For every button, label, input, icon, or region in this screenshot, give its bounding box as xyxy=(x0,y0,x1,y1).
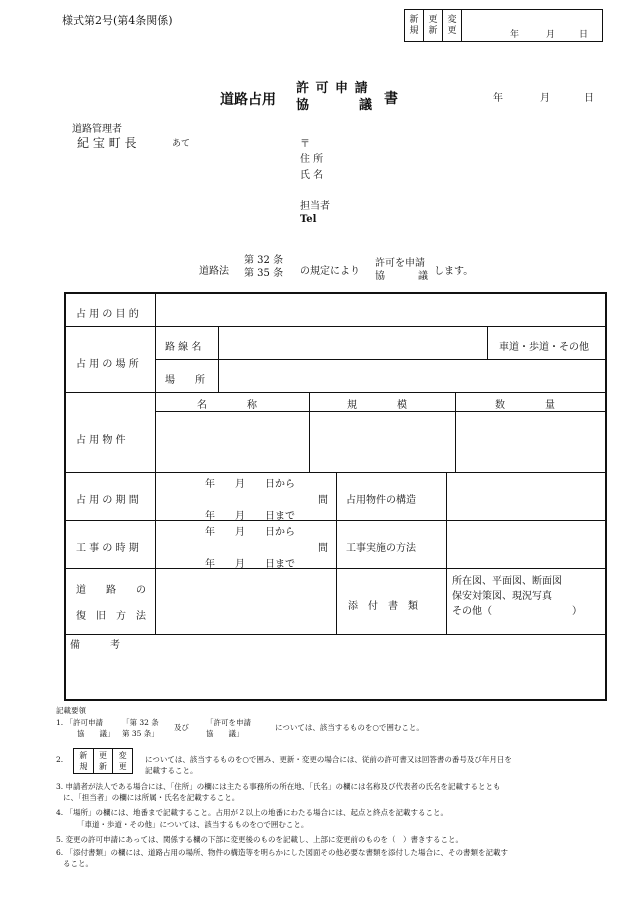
title-option-consult-b: 議 xyxy=(359,98,373,113)
recipient-org: 道路管理者 xyxy=(72,124,122,135)
work-method-label: 工事実施の方法 xyxy=(346,543,416,554)
status-renew-top: 更 xyxy=(428,14,438,25)
note2-box-change-top: 変 xyxy=(118,751,127,760)
note1-and: 及び xyxy=(174,723,189,732)
note2-box-renew-top: 更 xyxy=(99,751,107,760)
structure-label: 占用物件の構造 xyxy=(346,495,416,506)
note1-pre: 1. 「許可申請 xyxy=(56,718,104,727)
title-date-month: 月 xyxy=(540,93,550,104)
note1-d2: 協 議」 xyxy=(206,729,244,738)
status-date-day: 日 xyxy=(579,30,589,40)
title-date-day: 日 xyxy=(584,93,594,104)
applicant-postal: 〒 xyxy=(300,139,310,150)
purpose-label: 占 用 の 目 的 xyxy=(76,309,139,320)
status-date-year: 年 xyxy=(510,30,520,40)
applicant-tel[interactable]: Tel xyxy=(300,214,317,225)
note2-text2: 記載すること。 xyxy=(145,766,198,775)
note1-c2: 第 35 条」 xyxy=(122,729,159,738)
note1-post: については、該当するものを○で囲むこと。 xyxy=(275,723,424,732)
period-from[interactable]: 年 月 日から xyxy=(205,479,295,490)
purpose-field[interactable] xyxy=(156,293,606,326)
place-label: 占 用 の 場 所 xyxy=(76,359,139,370)
col-qty-header: 数 量 xyxy=(495,400,555,411)
title-date-year: 年 xyxy=(493,93,503,104)
note2-text: については、該当するものを○で囲み、更新・変更の場合には、従前の許可書又は回答書の番号及び年月日を xyxy=(145,755,512,764)
recipient-suffix: あて xyxy=(172,139,191,149)
status-change-bottom: 更 xyxy=(447,25,457,36)
restore-label-2: 復 旧 方 法 xyxy=(76,611,146,622)
note2-status-box xyxy=(73,748,133,774)
route-name-field[interactable] xyxy=(219,327,486,359)
applicant-contact[interactable]: 担当者 xyxy=(300,201,330,212)
work-from[interactable]: 年 月 日から xyxy=(205,527,295,538)
notes-heading: 記載要領 xyxy=(56,706,86,715)
note6b: ること。 xyxy=(63,859,93,868)
restore-label-1: 道 路 の xyxy=(76,585,146,596)
work-between: 間 xyxy=(318,543,328,554)
note2-num: 2. xyxy=(56,755,64,764)
applicant-address[interactable]: 住 所 xyxy=(300,154,324,165)
status-new-bottom: 規 xyxy=(409,25,419,36)
location-field[interactable] xyxy=(219,360,605,392)
note2-box-renew-bottom: 新 xyxy=(99,762,107,771)
status-renew-bottom: 新 xyxy=(428,25,438,36)
statement-art32: 第 32 条 xyxy=(244,255,284,266)
title-option-permit: 許 可 申 請 xyxy=(296,81,368,96)
attach-item-2: 保安対策図、現況写真 xyxy=(452,591,552,602)
note4b: 「車道・歩道・その他」については、該当するものを○で囲むこと。 xyxy=(77,820,309,829)
attach-item-3[interactable]: その他（ ） xyxy=(452,606,582,617)
note5: 5. 変更の許可申請にあっては、関係する欄の下部に変更後のものを記載し、上部に変更前のものを（ ）書きすること。 xyxy=(56,835,463,844)
period-between: 間 xyxy=(318,495,328,506)
remarks-field[interactable] xyxy=(66,650,605,699)
status-new-top: 新 xyxy=(409,14,419,25)
statement-mid: の規定により xyxy=(300,266,360,277)
note1-b: 協 議」 xyxy=(77,729,115,738)
work-to[interactable]: 年 月 日まで xyxy=(205,559,295,570)
title-option-consult-a: 協 xyxy=(296,98,310,113)
attach-item-1: 所在図、平面図、断面図 xyxy=(452,576,562,587)
status-date-month: 月 xyxy=(546,30,556,40)
statement-law: 道路法 xyxy=(199,266,229,277)
note6: 6. 「添付書類」の欄には、道路占用の場所、物件の構造等を明らかにした図面その他必要な書類を添付した場合に、その書類を記載す xyxy=(56,848,509,857)
status-date-field[interactable] xyxy=(462,10,602,41)
note4: 4. 「場所」の欄には、地番まで記載すること。占用が２以上の地番にわたる場合には、起点と終点を記載すること。 xyxy=(56,808,449,817)
note3b: に、「担当者」の欄には所属・氏名を記載すること。 xyxy=(63,793,240,802)
statement-art35: 第 35 条 xyxy=(244,268,284,279)
form-id: 様式第2号(第4条関係) xyxy=(62,14,173,27)
note3: 3. 申請者が法人である場合には、「住所」の欄には主たる事務所の所在地、「氏名」の欄には名称及び代表者の氏名を記載するととも xyxy=(56,782,501,791)
route-name-label: 路 線 名 xyxy=(165,342,202,353)
road-type-options[interactable]: 車道・歩道・その他 xyxy=(499,342,589,353)
title-suffix: 書 xyxy=(384,91,398,107)
period-label: 占 用 の 期 間 xyxy=(76,495,139,506)
note2-box-new-top: 新 xyxy=(79,751,88,760)
remarks-label: 備 考 xyxy=(70,640,120,651)
statement-end: します。 xyxy=(434,266,474,277)
statement-opt2a: 協 xyxy=(375,271,385,282)
statement-opt2b: 議 xyxy=(418,271,428,282)
status-change-top: 変 xyxy=(447,14,457,25)
note2-box-change-bottom: 更 xyxy=(118,762,127,771)
status-box xyxy=(404,9,603,42)
title-prefix: 道路占用 xyxy=(220,92,276,108)
col-name-header: 名 称 xyxy=(197,400,257,411)
note1-d1: 「許可を申請 xyxy=(206,718,251,727)
note1-c1: 「第 32 条 xyxy=(122,718,159,727)
recipient-name: 紀 宝 町 長 xyxy=(77,136,137,150)
attachments-label: 添 付 書 類 xyxy=(348,601,418,612)
work-period-label: 工 事 の 時 期 xyxy=(76,543,139,554)
period-to[interactable]: 年 月 日まで xyxy=(205,511,295,522)
col-scale-header: 規 模 xyxy=(347,400,407,411)
note2-box-new-bottom: 規 xyxy=(79,762,88,771)
applicant-name[interactable]: 氏 名 xyxy=(300,170,324,181)
location-label: 場 所 xyxy=(165,375,205,386)
objects-label: 占 用 物 件 xyxy=(76,435,126,446)
statement-opt1: 許可を申請 xyxy=(375,258,425,269)
